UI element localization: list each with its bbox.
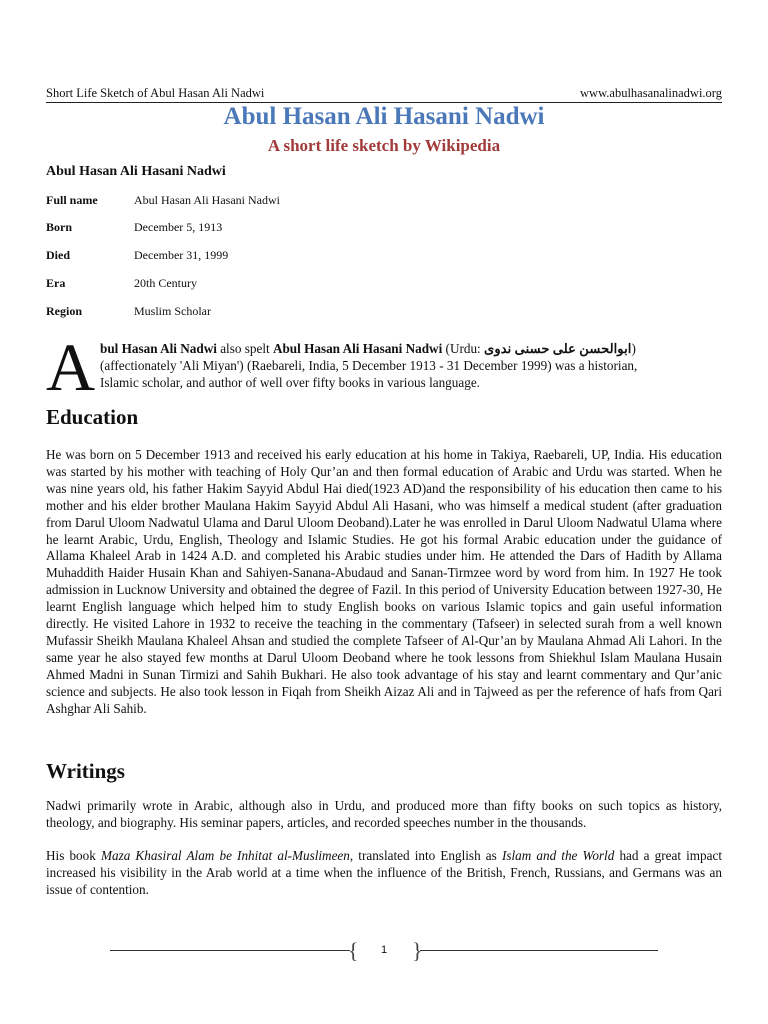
infobox-key: Full name [46,193,98,207]
section-heading-writings: Writings [46,759,125,783]
intro-name-full: Abul Hasan Ali Hasani Nadwi [272,341,443,356]
infobox-key: Born [46,220,73,234]
writings-paragraph-1: Nadwi primarily wrote in Arabic, although also in Urdu, and produced more than fifty books on such topics as history, theology, and biography. His seminar papers, articles, and recorded speeches number in the thousands. [46,798,722,830]
page-number: 1 [380,944,388,956]
intro-text: also spelt [216,341,273,356]
infobox-row [46,248,722,268]
infobox-row [46,304,722,324]
page-footer [0,940,768,970]
writings-text: had a great impact increased his visibility in the Arab world at a time when the influence of the British, French, Russians, and Germans was an issue of contention. [46,848,723,897]
book-title-islam-world: Islam and the World [501,848,615,863]
document-title: Abul Hasan Ali Hasani Nadwi [223,103,545,130]
book-title-maza: Maza Khasiral Alam be Inhitat al-Muslimeen [100,848,350,863]
infobox-value: 20th Century [134,276,197,290]
infobox-key: Region [46,304,82,318]
running-header [46,86,722,103]
infobox-row [46,193,722,213]
intro-name-short: bul Hasan Ali Nadwi [100,341,217,356]
document-page [46,0,722,1024]
infobox-title: Abul Hasan Ali Hasani Nadwi [46,164,226,179]
infobox-value: Muslim Scholar [134,304,211,318]
infobox-key: Era [46,276,66,290]
drop-cap: A [46,329,96,405]
header-left-title: Short Life Sketch of Abul Hasan Ali Nadwi [46,86,265,100]
footer-bracket-right: } [412,938,423,963]
infobox-key: Died [46,248,70,262]
intro-text: (Urdu: [442,341,485,356]
infobox-value: December 31, 1999 [134,248,229,262]
intro-urdu-name: ابوالحسن علی حسنی ندوی [484,341,632,356]
footer-rule-right [420,950,658,951]
infobox-value: December 5, 1913 [134,220,223,234]
intro-line-2: (affectionately 'Ali Miyan') (Raebareli, India, 5 December 1913 - 31 December 1999) was a historian, [100,358,638,373]
footer-rule-left [110,950,350,951]
intro-text: ) [631,341,636,356]
intro-line-3: Islamic scholar, and author of well over fifty books in various language. [100,375,480,390]
writings-text: , translated into English as [349,848,502,863]
infobox-value: Abul Hasan Ali Hasani Nadwi [134,193,280,207]
infobox-row [46,276,722,296]
header-website: www.abulhasanalinadwi.org [580,86,722,100]
document-subtitle: A short life sketch by Wikipedia [267,136,501,155]
writings-text: His book [46,848,101,863]
intro-line-1 [100,340,722,357]
infobox-row [46,220,722,240]
footer-bracket-left: { [348,938,359,963]
section-heading-education: Education [46,405,139,429]
education-paragraph: He was born on 5 December 1913 and received his early education at his home in Takiya, Raebareli, UP, India. His education was started by his mother with teaching of Holy Qur’an and then formal education of Arabic and Urdu was started. When he was nine years old, his father Hakim Sayyid Abdul Hai died(1923 AD)and the responsibility of his education then came to his mother and his elder brother Maulana Hakim Sayyid Abdul Ali Hasani, who was himself a medical student (after graduation from Darul Uloom Nadwatul Ulama and Darul Uloom Deoband).Later he was enrolled in Darul Uloom Nadwatul Ulama where he learnt Arabic, Urdu, English, Theology and Islamic Studies. He got his formal Arabic education under the guidance of Allama Khaleel Arab in 1424 A.D. and completed his Arabic studies under him. He attended the Dars of Hadith by Allama Muhaddith Haider Husain Khan and Sahiyen-Sanana-Abudaud and Sanan-Tirmzee word by word from him. In 1927 He took admission in Lucknow University and obtained the degree of Fazil. In this period of University Education between 1927-30, He learnt English language which helped him to study English books on various Islamic topics and gain useful information directly. He visited Lahore in 1932 to receive the teaching in the commentary (Tafseer) in selected surah from a well known Mufassir Sheikh Maulana Khaleel Ahsan and studied the complete Tafseer of Al-Qur’an by Maulana Ahmad Ali Lahori. In the same year he also stayed few months at Darul Uloom Deoband where he took lessons from Shiekhul Islam Maulana Husain Ahmed Madni in Sunan Tirmizi and Sahih Bukhari. He also took advantage of his stay and learnt commentary and Qur’anic science and subjects. He also took lesson in Fiqah from Sheikh Aizaz Ali and in Tajweed as per the reference of hafs from Qari Ashghar Ali Sahib. [46,447,722,716]
writings-paragraph-2 [46,848,722,899]
